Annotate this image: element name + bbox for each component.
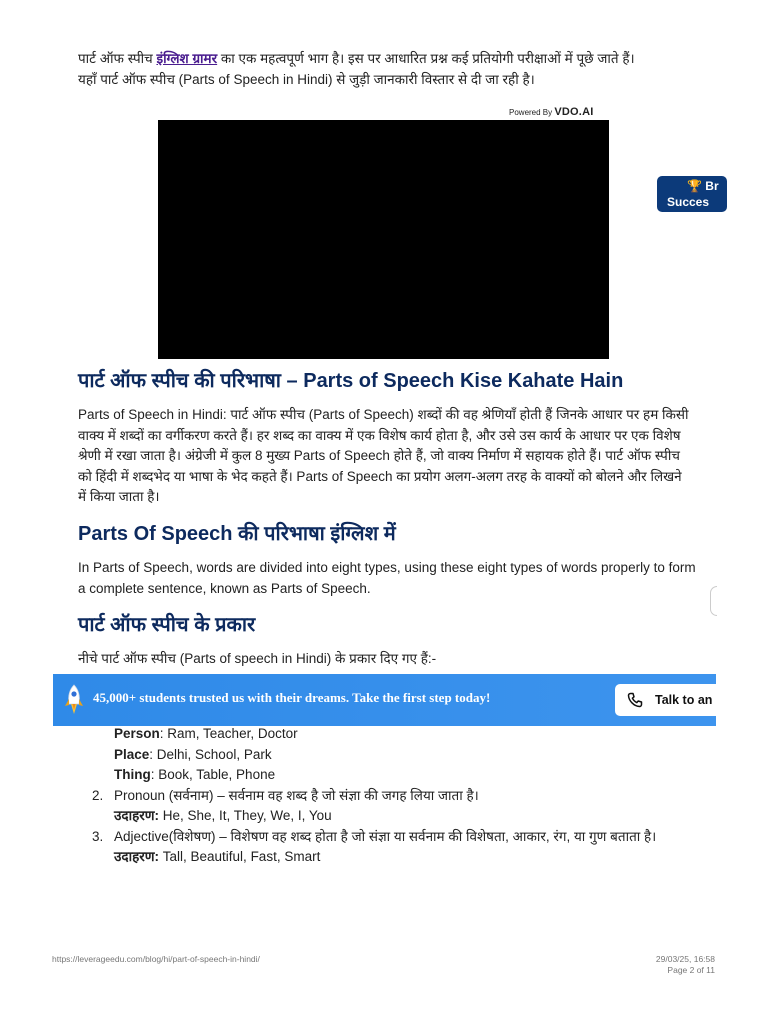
types-intro: नीचे पार्ट ऑफ स्पीच (Parts of speech in Hindi) के प्रकार दिए गए हैं:-: [78, 651, 437, 666]
success-stories-badge[interactable]: [657, 176, 727, 212]
intro-text-post: का एक महत्वपूर्ण भाग है। इस पर आधारित प्रश्न कई प्रतियोगी परीक्षाओं में पूछे जाते हैं।: [217, 51, 635, 66]
rocket-icon: [62, 684, 86, 716]
powered-by-label: [509, 106, 593, 118]
list-item: [78, 847, 718, 868]
english-definition-paragraph: In Parts of Speech, words are divided into eight types, using these eight types of words properly to form a complete sentence, known as Parts of Speech.: [78, 560, 696, 596]
list-item: [78, 745, 718, 766]
list-item: [78, 765, 718, 786]
example-label: उदाहरण:: [114, 808, 160, 823]
example-label: उदाहरण:: [114, 849, 160, 864]
badge-line-2: Succes: [667, 195, 710, 209]
vdo-ai-logo: VDO.AI: [554, 106, 594, 118]
list-item: [78, 806, 718, 827]
definition-heading: पार्ट ऑफ स्पीच की परिभाषा – Parts of Speech Kise Kahate Hain: [78, 370, 624, 392]
video-player[interactable]: [158, 120, 609, 359]
example-label-place: Place: [114, 746, 150, 762]
example-value-person: : Ram, Teacher, Doctor: [159, 726, 298, 741]
footer-page-number: Page 2 of 11: [667, 965, 715, 975]
list-number: 3.: [92, 828, 104, 844]
footer-datetime: 29/03/25, 16:58: [655, 954, 715, 964]
adjective-definition: Adjective(विशेषण) – विशेषण वह शब्द होता है जो संज्ञा या सर्वनाम की विशेषता, आकार, रंग, या गुण बताता है।: [114, 828, 657, 844]
talk-to-expert-button[interactable]: [615, 684, 716, 716]
example-value-thing: : Book, Table, Phone: [150, 767, 276, 782]
powered-by-text: Powered By: [509, 108, 553, 117]
english-grammar-link[interactable]: इंग्लिश ग्रामर: [156, 51, 218, 66]
definition-paragraph: Parts of Speech in Hindi: पार्ट ऑफ स्पीच (Parts of Speech) शब्दों की वह श्रेणियाँ होती हैं जिनके आधार पर हम किसी वाक्य में शब्दों का वर्गीकरण करते हैं। हर शब्द का वाक्य में एक विशेष कार्य होता है, और उसे उस कार्य के आधार पर एक विशेष श्रेणी में रखा जाता है। अंग्रेजी में कुल 8 मुख्य Parts of Speech होते हैं, जो वाक्य निर्माण में सहायक होते हैं। पार्ट ऑफ स्पीच को हिंदी में शब्दभेद या भाषा के भेद कहते हैं। Parts of Speech का प्रयोग अलग-अलग तरह के वाक्यों को बोलने और लिखने में किया जाता है।: [78, 407, 689, 504]
intro-line-2: यहाँ पार्ट ऑफ स्पीच (Parts of Speech in Hindi) से जुड़ी जानकारी विस्तार से दी जा रही है।: [78, 72, 535, 87]
badge-line-1: 🏆 Br: [687, 179, 719, 193]
intro-text-pre: पार्ट ऑफ स्पीच: [78, 51, 157, 66]
parts-of-speech-list: [78, 724, 718, 868]
footer-meta: [656, 954, 715, 976]
list-item-adjective: [78, 827, 689, 848]
list-number: 2.: [92, 787, 104, 803]
promo-text: 45,000+ students trusted us with their dreams. Take the first step today!: [93, 690, 491, 705]
footer-url: https://leverageedu.com/blog/hi/part-of-speech-in-hindi/: [52, 954, 260, 964]
scroll-edge-handle[interactable]: [710, 586, 717, 616]
intro-line-1: [78, 48, 708, 69]
example-label-thing: Thing: [114, 767, 151, 782]
promo-banner: [53, 674, 716, 726]
talk-button-label: Talk to an: [655, 693, 713, 707]
types-heading: पार्ट ऑफ स्पीच के प्रकार: [78, 614, 256, 636]
pronoun-definition: Pronoun (सर्वनाम) – सर्वनाम वह शब्द है जो संज्ञा की जगह लिया जाता है।: [114, 787, 479, 803]
example-value-place: : Delhi, School, Park: [149, 746, 272, 762]
adjective-examples: Tall, Beautiful, Fast, Smart: [159, 849, 321, 864]
list-item-pronoun: [78, 786, 718, 807]
english-definition-heading: Parts Of Speech की परिभाषा इंग्लिश में: [78, 523, 396, 545]
example-label-person: Person: [114, 726, 160, 741]
list-item: [78, 724, 718, 745]
intro-paragraph: [78, 48, 708, 90]
pronoun-examples: He, She, It, They, We, I, You: [159, 808, 332, 823]
phone-icon: [627, 692, 643, 708]
